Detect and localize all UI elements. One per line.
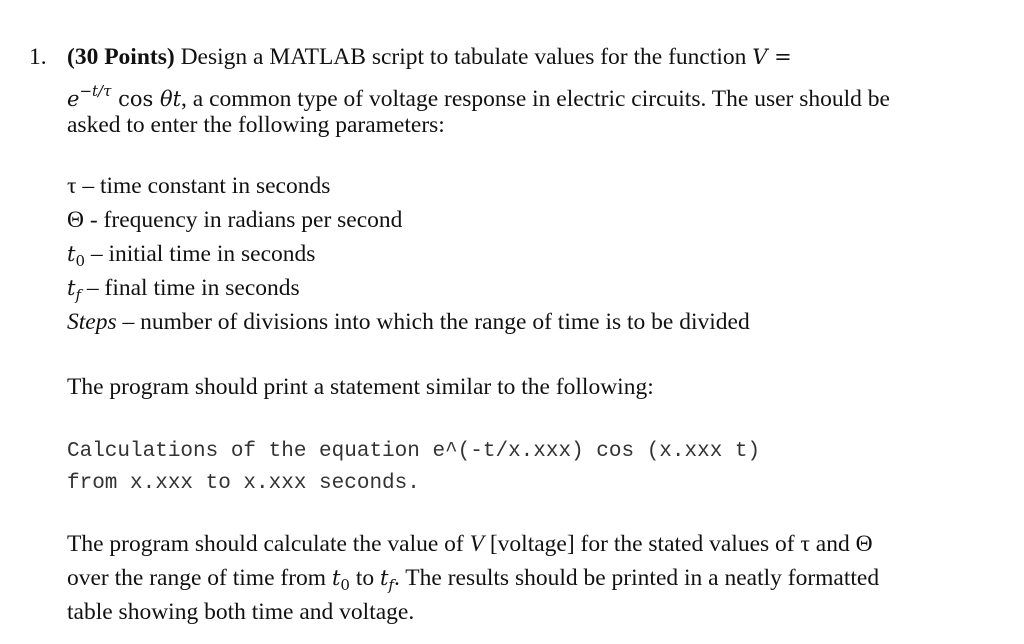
final-to: to [349,565,380,591]
voltage-variable: V [752,45,768,69]
final-tf-subscript: f [388,576,394,594]
points-label: (30 Points) [67,44,175,70]
intro-text-2: , a common type of voltage response in electric circuits. The user should be [181,86,890,112]
intro-line-1 [67,40,1007,74]
exp-base: e [67,87,80,111]
theta-symbol: Θ [67,207,84,233]
tf-symbol: t [67,276,76,300]
param-tau [67,169,750,203]
final-line-2 [67,561,1007,595]
param-steps [67,305,750,339]
code-line-1: Calculations of the equation e^(-t/x.xxx) cos (x.xxx t) [67,440,761,463]
question-number: 1. [29,44,47,70]
final-text-4: . The results should be printed in a neatly formatted [393,565,880,591]
final-and: and [809,531,856,557]
equals-sign: = [767,45,792,69]
code-line-2: from x.xxx to x.xxx seconds. [67,472,420,495]
final-text-3: over the range of time from [67,565,332,591]
param-tf [67,271,750,305]
theta-description: - frequency in radians per second [83,207,403,233]
param-theta [67,203,750,237]
intro-line-2 [67,74,1007,112]
theta-t: θt [159,87,182,111]
final-text-1: The program should calculate the value of [67,531,470,557]
tau-description: – time constant in seconds [76,173,331,199]
cos-function: cos [111,87,160,111]
final-voltage-variable: V [469,531,484,557]
final-line-3: table showing both time and voltage. [67,599,415,625]
t0-symbol: t [67,242,76,266]
question-intro [67,40,1007,142]
intro-text-1: Design a MATLAB script to tabulate values for the function [174,44,753,70]
t0-subscript: 0 [75,252,85,270]
tf-description: – final time in seconds [81,275,300,301]
code-sample [67,436,760,500]
tau-symbol: τ [67,173,77,199]
final-tf-symbol: t [379,566,389,590]
parameter-list [67,169,750,339]
param-t0 [67,237,750,271]
tf-subscript: f [75,286,82,304]
steps-description: – number of divisions into which the range of time is to be divided [116,309,750,335]
steps-symbol: Steps [67,309,117,335]
final-t0-subscript: 0 [340,576,350,594]
final-theta: Θ [855,531,873,557]
final-paragraph [67,527,1007,629]
final-t0-symbol: t [331,566,341,590]
intro-line-3: asked to enter the following parameters: [67,112,445,138]
t0-description: – initial time in seconds [85,241,316,267]
final-tau: τ [800,531,810,557]
final-text-2: [voltage] for the stated values of [483,531,801,557]
exponent: −t/τ [79,82,112,100]
final-line-1 [67,527,1007,561]
statement-text: The program should print a statement similar to the following: [67,374,654,400]
